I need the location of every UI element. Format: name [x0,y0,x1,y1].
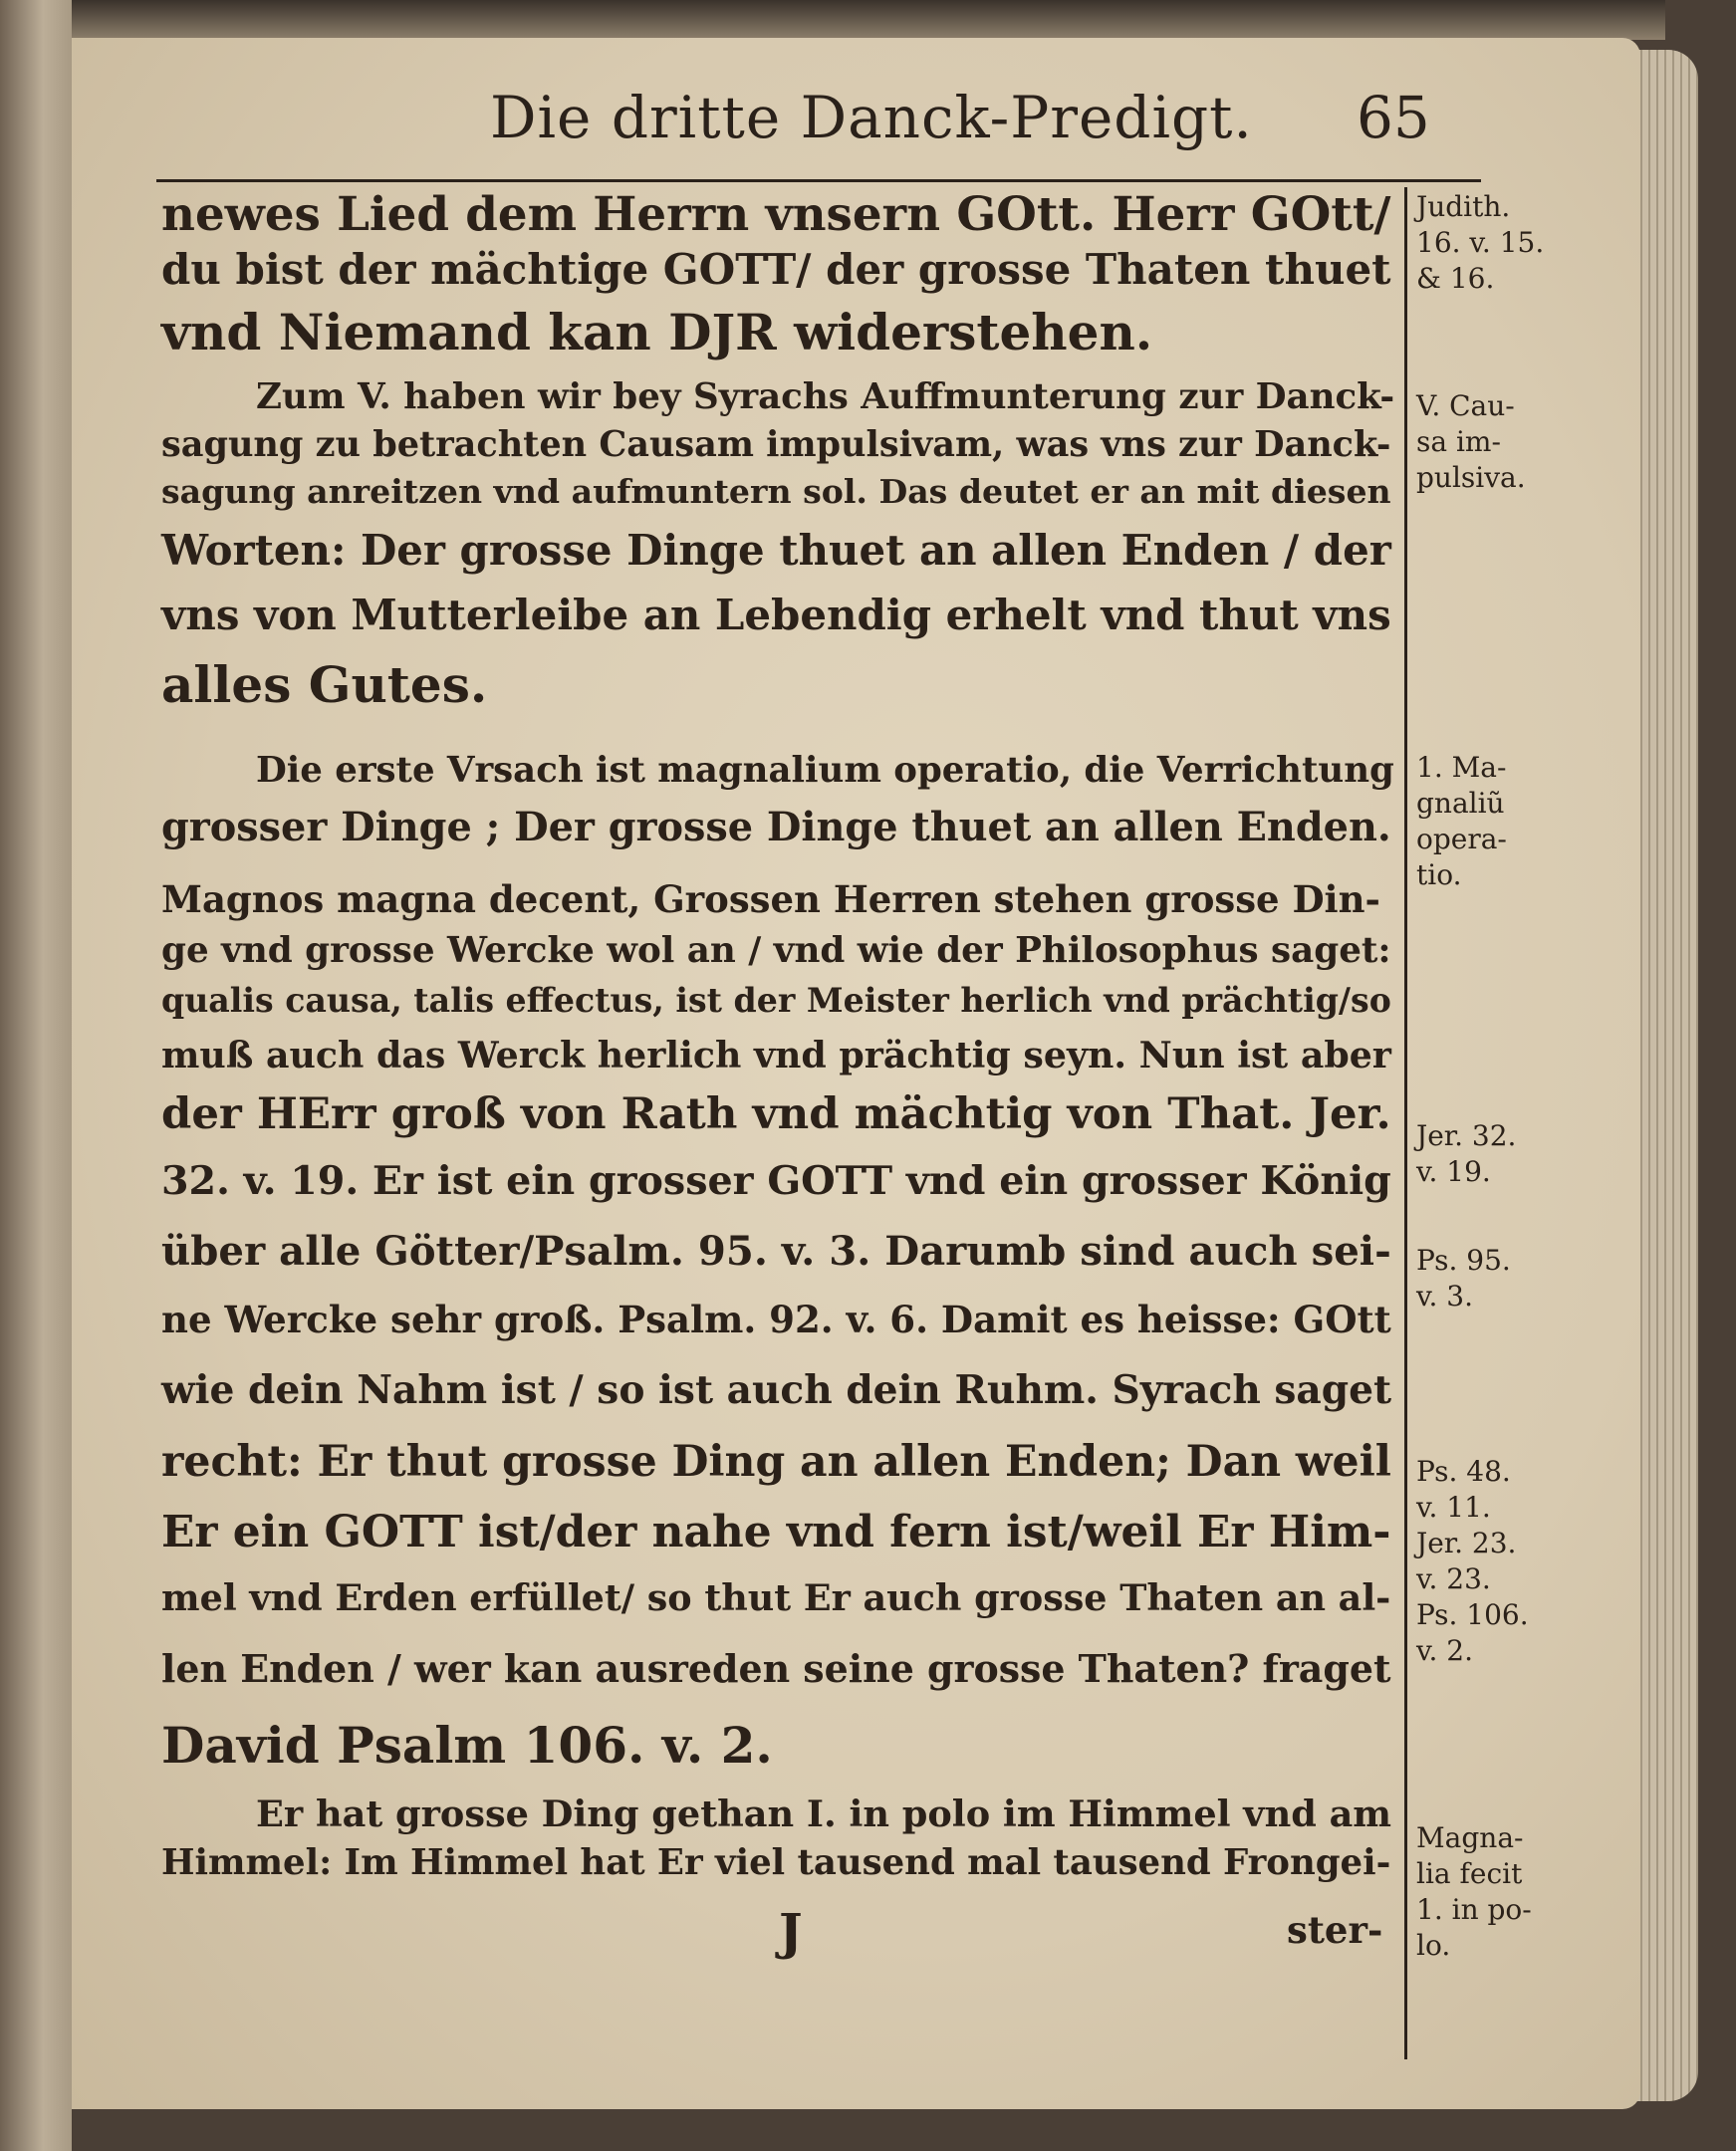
text-line: len Enden / wer kan ausreden seine grosse Thaten? fraget [161,1646,1391,1691]
text-line: 32. v. 19. Er ist ein grosser GOTT vnd ein grosser König [161,1158,1391,1204]
margin-note: Judith. [1416,190,1511,223]
running-header [430,84,1476,173]
text-line: Er ein GOTT ist/der nahe vnd fern ist/weil Er Him- [161,1507,1391,1557]
text-line: vns von Mutterleibe an Lebendig erhelt vnd thut vns [161,591,1391,639]
margin-rule [1404,187,1407,2059]
margin-note: lia fecit [1416,1857,1523,1890]
text-line: über alle Götter/Psalm. 95. v. 3. Darumb sind auch sei- [161,1228,1391,1275]
text-line: Worten: Der grosse Dinge thuet an allen Enden / der [161,526,1391,575]
text-line: Die erste Vrsach ist magnalium operatio, die Verrichtung [256,750,1394,791]
text-line: sagung anreitzen vnd aufmuntern sol. Das deutet er an mit diesen [161,472,1391,511]
margin-note: 1. in po- [1416,1893,1532,1926]
margin-note: V. Cau- [1416,389,1515,422]
text-line: der HErr groß von Rath vnd mächtig von That. Jer. [161,1088,1391,1139]
text-line: ge vnd grosse Wercke wol an / vnd wie der Philosophus saget: [161,929,1391,971]
margin-note: 1. Ma- [1416,751,1507,784]
margin-note: Jer. 32. [1416,1119,1517,1152]
text-line: grosser Dinge ; Der grosse Dinge thuet an allen Enden. [161,805,1391,850]
text-line: Er hat grosse Ding gethan I. in polo im Himmel vnd am [256,1792,1392,1835]
text-line: muß auch das Werck herlich vnd prächtig seyn. Nun ist aber [161,1034,1391,1076]
text-line: ne Wercke sehr groß. Psalm. 92. v. 6. Damit es heisse: GOtt [161,1298,1391,1341]
text-line: Magnos magna decent, Grossen Herren stehen grosse Din- [161,877,1380,921]
page-number: 65 [1357,84,1430,151]
margin-note: Jer. 23. [1416,1527,1517,1559]
margin-note: Ps. 48. [1416,1455,1511,1488]
margin-note: 16. v. 15. [1416,226,1545,259]
margin-note: v. 19. [1416,1155,1491,1188]
top-shadow [72,0,1665,40]
text-line: mel vnd Erden erfüllet/ so thut Er auch grosse Thaten an al- [161,1576,1391,1619]
header-rule [156,179,1481,182]
text-line: David Psalm 106. v. 2. [161,1716,773,1775]
text-line: recht: Er thut grosse Ding an allen Enden; Dan weil [161,1437,1391,1487]
text-line: du bist der mächtige GOTT/ der grosse Thaten thuet [161,245,1391,294]
margin-note: opera- [1416,823,1507,855]
margin-note: v. 11. [1416,1491,1491,1524]
margin-note: v. 2. [1416,1634,1474,1667]
margin-note: lo. [1416,1929,1451,1962]
margin-note: tio. [1416,858,1462,891]
signature-mark: J [779,1902,803,1961]
margin-note: Magna- [1416,1821,1524,1854]
text-line: wie dein Nahm ist / so ist auch dein Ruhm. Syrach saget [161,1367,1392,1413]
margin-note: gnaliũ [1416,787,1505,820]
margin-note: & 16. [1416,262,1495,295]
margin-note: v. 23. [1416,1562,1491,1595]
left-page-edge [0,0,72,2151]
margin-note: sa im- [1416,425,1501,458]
text-line: vnd Niemand kan DJR widerstehen. [161,303,1153,361]
text-line: alles Gutes. [161,655,488,714]
margin-note: v. 3. [1416,1280,1474,1313]
text-line: qualis causa, talis effectus, ist der Meister herlich vnd prächtig/so [161,981,1391,1020]
text-line: Himmel: Im Himmel hat Er viel tausend mal tausend Frongei- [161,1842,1391,1883]
margin-note: pulsiva. [1416,461,1526,494]
running-title: Die dritte Danck-Predigt. [490,84,1253,151]
margin-note: Ps. 106. [1416,1598,1529,1631]
text-line: newes Lied dem Herrn vnsern GOtt. Herr GOtt/ [161,187,1391,242]
text-line: sagung zu betrachten Causam impulsivam, was vns zur Danck- [161,424,1391,465]
book-page [72,38,1640,2109]
text-line: Zum V. haben wir bey Syrachs Auffmunterung zur Danck- [256,376,1395,417]
catchword: ster- [1287,1908,1383,1952]
margin-note: Ps. 95. [1416,1244,1511,1277]
